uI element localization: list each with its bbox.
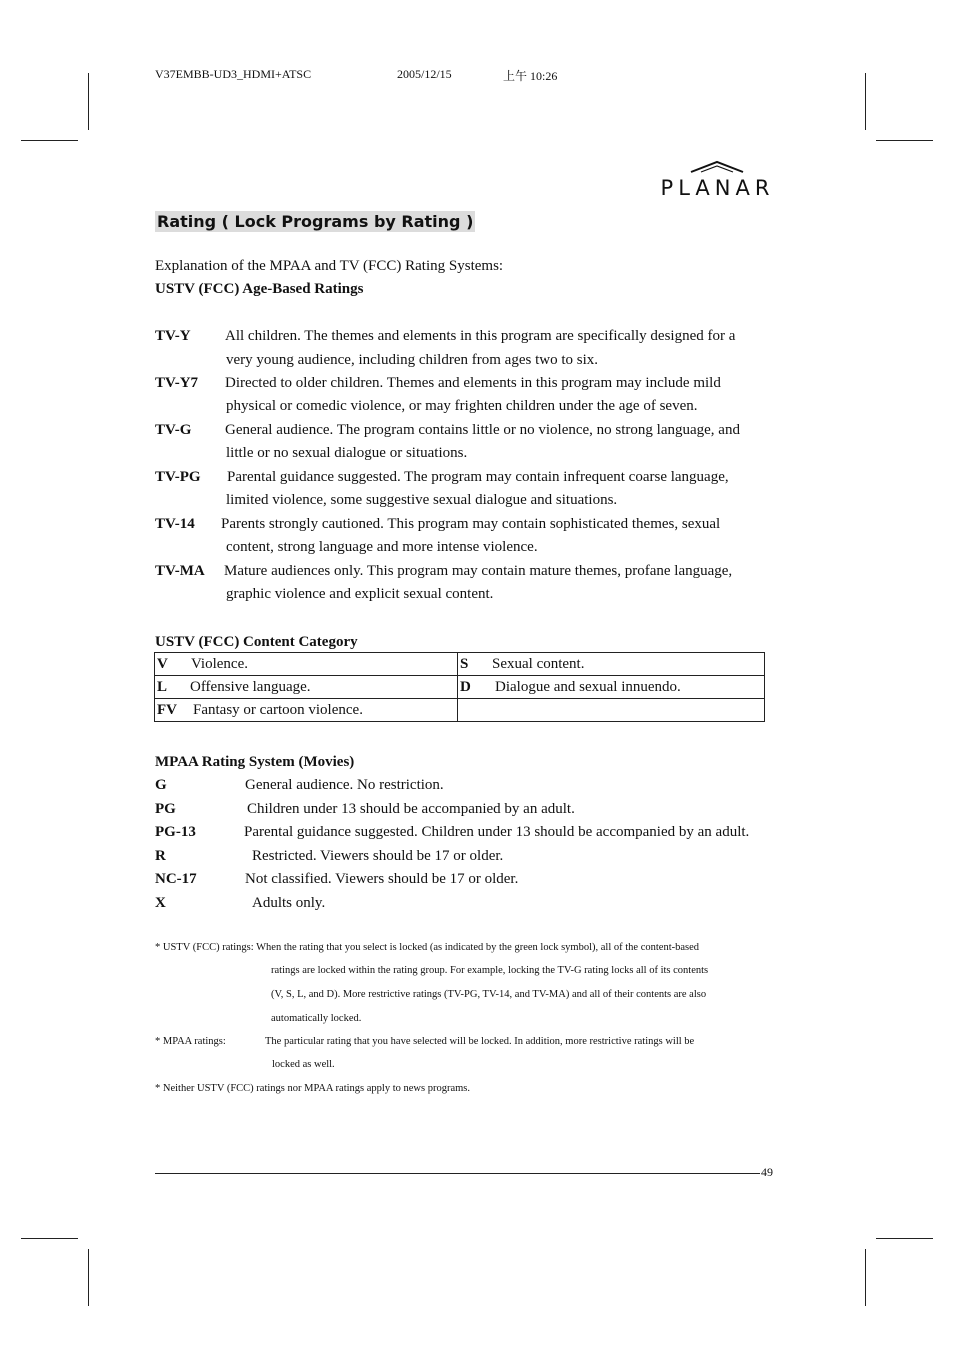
rating-desc: Parental guidance suggested. The program may contain infrequent coarse language, bbox=[227, 469, 729, 485]
mpaa-desc: Children under 13 should be accompanied by an adult. bbox=[247, 801, 575, 817]
content-label: Offensive language. bbox=[190, 678, 311, 695]
rating-desc: limited violence, some suggestive sexual dialogue and situations. bbox=[226, 492, 618, 508]
rating-code: TV-Y bbox=[155, 328, 191, 344]
mpaa-desc: Not classified. Viewers should be 17 or older. bbox=[245, 871, 519, 887]
content-label: Dialogue and sexual innuendo. bbox=[495, 678, 681, 695]
content-code: S bbox=[460, 655, 469, 672]
rating-desc: graphic violence and explicit sexual content. bbox=[226, 586, 494, 602]
table-row bbox=[155, 676, 765, 699]
rating-code: TV-Y7 bbox=[155, 375, 199, 391]
note-mpaa-line: locked as well. bbox=[272, 1059, 335, 1070]
note-neither: * Neither USTV (FCC) ratings nor MPAA ratings apply to news programs. bbox=[155, 1083, 470, 1094]
page-title: Rating ( Lock Programs by Rating ) bbox=[157, 212, 474, 231]
crop-mark-bottom-right-h bbox=[876, 1238, 933, 1239]
mpaa-code: PG bbox=[155, 801, 176, 817]
crop-mark-top-left-h bbox=[21, 140, 78, 141]
header-date: 2005/12/15 bbox=[397, 67, 452, 81]
rating-desc: very young audience, including children from ages two to six. bbox=[226, 352, 598, 368]
rating-code: TV-MA bbox=[155, 563, 205, 579]
table-cell bbox=[155, 676, 458, 699]
ustv-age-heading: USTV (FCC) Age-Based Ratings bbox=[155, 281, 364, 297]
mpaa-desc: Restricted. Viewers should be 17 or older. bbox=[252, 848, 504, 864]
planar-chevron-icon bbox=[689, 160, 745, 174]
mpaa-code: G bbox=[155, 777, 167, 793]
crop-mark-bottom-right-v bbox=[865, 1249, 866, 1306]
content-code: V bbox=[157, 655, 168, 672]
content-category-table bbox=[154, 652, 765, 722]
rating-code: TV-14 bbox=[155, 516, 195, 532]
table-cell bbox=[155, 653, 458, 676]
mpaa-heading: MPAA Rating System (Movies) bbox=[155, 754, 355, 770]
crop-mark-bottom-left-h bbox=[21, 1238, 78, 1239]
header-filename: V37EMBB-UD3_HDMI+ATSC bbox=[155, 67, 312, 81]
mpaa-desc: General audience. No restriction. bbox=[245, 777, 444, 793]
table-cell bbox=[458, 676, 765, 699]
note-ustv-line: ratings are locked within the rating group. For example, locking the TV-G rating locks all of its contents bbox=[271, 965, 709, 976]
table-row bbox=[155, 699, 765, 722]
crop-mark-top-right-v bbox=[865, 73, 866, 130]
mpaa-code: X bbox=[155, 895, 166, 911]
rating-desc: General audience. The program contains little or no violence, no strong language, and bbox=[225, 422, 740, 438]
crop-mark-bottom-left-v bbox=[88, 1249, 89, 1306]
table-cell bbox=[155, 699, 458, 722]
content-label: Violence. bbox=[191, 655, 248, 672]
rating-desc: physical or comedic violence, or may frighten children under the age of seven. bbox=[226, 398, 698, 414]
logo-text: PLANAR bbox=[660, 176, 775, 200]
header-time: 上午 10:26 bbox=[503, 69, 558, 83]
mpaa-desc: Parental guidance suggested. Children under 13 should be accompanied by an adult. bbox=[244, 824, 750, 840]
note-mpaa-label: * MPAA ratings: bbox=[155, 1036, 226, 1047]
rating-desc: Parents strongly cautioned. This program may contain sophisticated themes, sexual bbox=[221, 516, 721, 532]
content-code: D bbox=[460, 678, 471, 695]
content-category-heading: USTV (FCC) Content Category bbox=[155, 634, 358, 650]
content-code: FV bbox=[157, 701, 177, 718]
planar-logo bbox=[655, 158, 780, 202]
rating-desc: Mature audiences only. This program may contain mature themes, profane language, bbox=[224, 563, 733, 579]
table-cell bbox=[458, 653, 765, 676]
mpaa-code: PG-13 bbox=[155, 824, 196, 840]
rating-desc: All children. The themes and elements in this program are specifically designed for a bbox=[225, 328, 736, 344]
content-code: L bbox=[157, 678, 168, 695]
note-ustv-line: automatically locked. bbox=[271, 1013, 362, 1024]
table-row bbox=[155, 653, 765, 676]
note-mpaa-line: The particular rating that you have selected will be locked. In addition, more restrictive ratings will be bbox=[265, 1036, 695, 1047]
mpaa-desc: Adults only. bbox=[252, 895, 326, 911]
rating-code: TV-G bbox=[155, 422, 192, 438]
note-ustv-line: (V, S, L, and D). More restrictive ratings (TV-PG, TV-14, and TV-MA) and all of their contents are also bbox=[271, 989, 707, 1000]
intro-text: Explanation of the MPAA and TV (FCC) Rating Systems: bbox=[155, 258, 504, 274]
mpaa-code: NC-17 bbox=[155, 871, 197, 887]
table-cell bbox=[458, 699, 765, 722]
rating-desc: little or no sexual dialogue or situations. bbox=[226, 445, 468, 461]
rating-desc: Directed to older children. Themes and elements in this program may include mild bbox=[225, 375, 721, 391]
page-number: 49 bbox=[761, 1165, 773, 1179]
content-label: Sexual content. bbox=[492, 655, 585, 672]
mpaa-code: R bbox=[155, 848, 166, 864]
note-ustv-line: * USTV (FCC) ratings: When the rating that you select is locked (as indicated by the green lock symbol), all of the content-based bbox=[155, 942, 700, 953]
footer-rule bbox=[155, 1173, 760, 1174]
content-label: Fantasy or cartoon violence. bbox=[193, 701, 363, 718]
rating-desc: content, strong language and more intense violence. bbox=[226, 539, 538, 555]
crop-mark-top-left-v bbox=[88, 73, 89, 130]
rating-code: TV-PG bbox=[155, 469, 201, 485]
crop-mark-top-right-h bbox=[876, 140, 933, 141]
